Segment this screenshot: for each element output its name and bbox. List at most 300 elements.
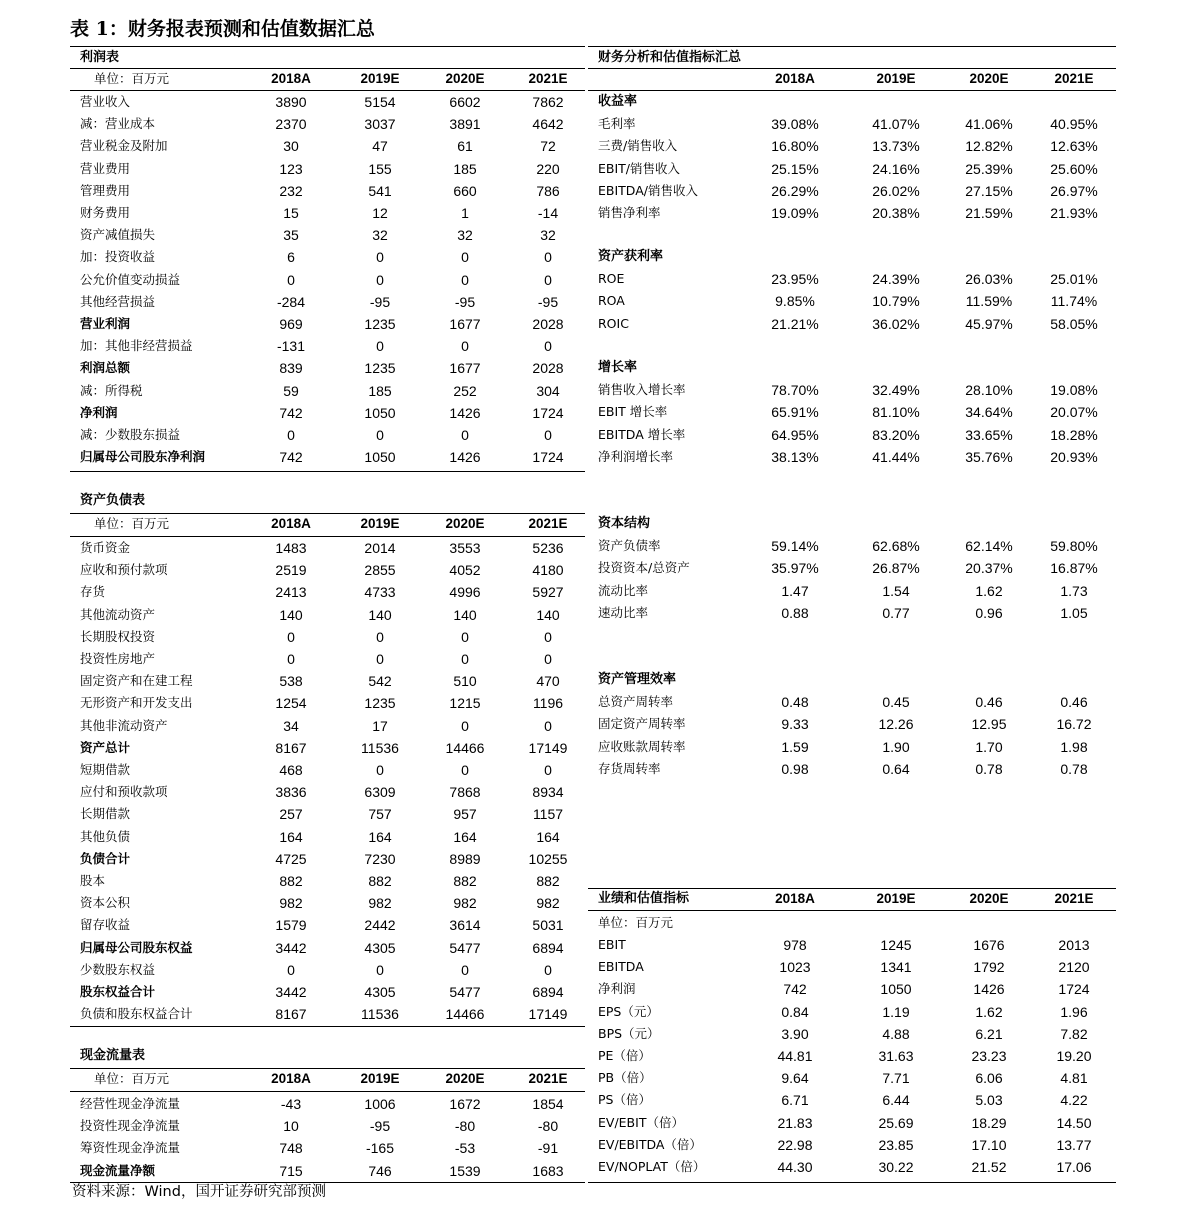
value-cell: 30 <box>283 138 299 155</box>
page-title: 表 1：财务报表预测和估值数据汇总 <box>70 18 375 40</box>
rule-line <box>588 910 1116 911</box>
group-header: 资产获利率 <box>598 249 664 264</box>
value-cell: 61 <box>457 138 473 155</box>
value-cell: 17 <box>372 717 388 734</box>
value-cell: 16.87% <box>1050 560 1098 577</box>
row-label: 货币资金 <box>80 540 131 555</box>
value-cell: 16.72 <box>1056 716 1092 733</box>
row-label: 应付和预收款项 <box>80 784 168 800</box>
year-header: 2020E <box>445 71 485 86</box>
value-cell: 13.77 <box>1056 1136 1092 1153</box>
table-row <box>70 91 585 113</box>
value-cell: 4642 <box>532 116 564 133</box>
value-cell: 12 <box>372 205 388 221</box>
value-cell: 748 <box>279 1140 303 1157</box>
value-cell: 1235 <box>364 360 396 377</box>
value-cell: 10 <box>283 1118 299 1135</box>
value-cell: 4.88 <box>882 1025 910 1042</box>
unit-label: 单位：百万元 <box>94 1071 170 1086</box>
row-label: EV/NOPLAT（倍） <box>598 1159 706 1174</box>
table-row <box>70 313 585 335</box>
value-cell: 59.80% <box>1050 538 1098 555</box>
value-cell: 140 <box>279 606 303 623</box>
table-row <box>70 1115 585 1137</box>
row-label: 总资产周转率 <box>598 694 674 710</box>
row-label: 存货周转率 <box>598 760 661 776</box>
value-cell: 0 <box>287 271 295 288</box>
value-cell: 1254 <box>275 695 307 712</box>
value-cell: 6.71 <box>781 1092 809 1109</box>
value-cell: 220 <box>536 160 560 177</box>
value-cell: 25.15% <box>771 160 819 177</box>
table-row <box>70 870 585 892</box>
value-cell: 882 <box>368 873 392 889</box>
year-header: 2020E <box>445 1071 485 1086</box>
value-cell: 20.37% <box>965 560 1013 577</box>
value-cell: 0 <box>461 427 469 443</box>
value-cell: 4996 <box>449 584 481 601</box>
section-title: 财务分析和估值指标汇总 <box>598 50 742 65</box>
section-title: 资产负债表 <box>80 493 146 508</box>
value-cell: 6894 <box>532 984 564 1000</box>
group-header: 资本结构 <box>598 516 651 531</box>
value-cell: 31.63 <box>878 1048 914 1064</box>
value-cell: 41.07% <box>872 116 920 133</box>
row-label: EBITDA <box>598 959 644 975</box>
value-cell: 0 <box>376 961 384 978</box>
value-cell: 20.93% <box>1050 448 1098 465</box>
value-cell: 21.83 <box>777 1114 813 1131</box>
table-row <box>70 559 585 581</box>
value-cell: 5477 <box>449 984 481 1000</box>
value-cell: 83.20% <box>872 426 920 443</box>
value-cell: 3037 <box>364 116 396 133</box>
table-row <box>70 1137 585 1159</box>
table-row <box>70 626 585 648</box>
row-label: EBITDA 增长率 <box>598 426 686 442</box>
value-cell: 24.39% <box>872 271 920 288</box>
value-cell: 0 <box>287 427 295 443</box>
value-cell: 470 <box>536 673 560 690</box>
table-row <box>70 202 585 224</box>
value-cell: 164 <box>279 828 303 845</box>
value-cell: 7.71 <box>882 1070 910 1087</box>
row-label: ROIC <box>598 315 629 331</box>
value-cell: 1426 <box>973 981 1005 998</box>
row-label: 销售净利率 <box>598 205 661 220</box>
year-header: 2021E <box>528 516 568 531</box>
value-cell: 5927 <box>532 584 564 601</box>
table-row <box>588 158 1116 180</box>
value-cell: 1677 <box>449 360 481 377</box>
value-cell: 41.06% <box>965 116 1013 133</box>
value-cell: 0 <box>376 628 384 645</box>
unit-label: 单位：百万元 <box>94 71 170 86</box>
value-cell: 0 <box>544 961 552 978</box>
value-cell: 6602 <box>449 94 481 110</box>
table-row <box>70 892 585 914</box>
value-cell: 35 <box>283 227 299 244</box>
value-cell: 72 <box>540 138 556 155</box>
value-cell: 4725 <box>275 850 307 867</box>
value-cell: 541 <box>368 182 392 199</box>
value-cell: 0.46 <box>1060 694 1088 711</box>
value-cell: 0 <box>287 628 295 645</box>
value-cell: 22.98 <box>777 1136 813 1153</box>
value-cell: 78.70% <box>771 382 819 399</box>
table-row <box>588 290 1116 312</box>
value-cell: 257 <box>279 806 303 823</box>
value-cell: 6.44 <box>882 1092 910 1109</box>
value-cell: -284 <box>276 293 306 310</box>
year-header: 2018A <box>775 891 815 906</box>
row-label: 资产减值损失 <box>80 227 156 243</box>
value-cell: 0 <box>461 717 469 734</box>
value-cell: 1.90 <box>882 738 910 755</box>
value-cell: -43 <box>280 1096 302 1112</box>
table-row <box>588 956 1116 978</box>
year-header: 2020E <box>969 71 1009 86</box>
value-cell: 6894 <box>532 939 564 956</box>
table-row <box>70 180 585 202</box>
value-cell: 2028 <box>532 360 564 377</box>
table-row <box>588 113 1116 135</box>
value-cell: 0 <box>544 762 552 778</box>
value-cell: 21.59% <box>965 205 1013 221</box>
year-header: 2020E <box>969 891 1009 906</box>
value-cell: 26.97% <box>1050 182 1098 199</box>
value-cell: 5236 <box>532 540 564 556</box>
value-cell: 123 <box>279 160 303 177</box>
cashflow-header <box>70 1068 585 1090</box>
row-label: 存货 <box>80 584 106 600</box>
table-row <box>70 737 585 759</box>
value-cell: 2442 <box>364 917 396 934</box>
value-cell: 0 <box>544 628 552 645</box>
value-cell: 0 <box>544 271 552 288</box>
value-cell: 1050 <box>364 404 396 421</box>
value-cell: 1245 <box>880 937 912 953</box>
value-cell: 1.73 <box>1060 582 1088 599</box>
table-row <box>588 713 1116 735</box>
table-row <box>70 224 585 246</box>
year-header: 2019E <box>360 1071 400 1086</box>
value-cell: 24.16% <box>872 160 920 177</box>
value-cell: 1426 <box>449 449 481 466</box>
value-cell: 6309 <box>364 784 396 801</box>
value-cell: 1235 <box>364 316 396 332</box>
table-row <box>588 978 1116 1000</box>
value-cell: 14466 <box>445 739 485 756</box>
value-cell: 19.20 <box>1056 1048 1092 1064</box>
table-row <box>588 1156 1116 1178</box>
value-cell: 2370 <box>275 116 307 133</box>
value-cell: 660 <box>453 182 477 199</box>
value-cell: 542 <box>368 673 392 690</box>
value-cell: 18.28% <box>1050 426 1098 443</box>
value-cell: 47 <box>372 138 388 155</box>
value-cell: 44.81 <box>777 1048 813 1064</box>
row-label: 三费/销售收入 <box>598 138 678 154</box>
section-title: 业绩和估值指标 <box>598 891 690 906</box>
value-cell: 25.01% <box>1050 271 1098 288</box>
row-label: 筹资性现金净流量 <box>80 1140 181 1156</box>
value-cell: 10255 <box>528 850 568 867</box>
row-label: 营业收入 <box>80 94 131 109</box>
value-cell: 1196 <box>532 695 564 712</box>
value-cell: 1676 <box>973 937 1005 953</box>
value-cell: -80 <box>537 1118 559 1135</box>
value-cell: -95 <box>454 293 476 310</box>
value-cell: 30.22 <box>878 1159 914 1175</box>
value-cell: 882 <box>453 873 477 889</box>
table-row <box>70 803 585 825</box>
row-label: 加：投资收益 <box>80 249 156 265</box>
value-cell: 18.29 <box>971 1114 1007 1131</box>
table-row <box>70 604 585 626</box>
row-label: 经营性现金净流量 <box>80 1096 181 1111</box>
value-cell: 1050 <box>880 981 912 998</box>
value-cell: 2519 <box>275 562 307 579</box>
value-cell: 14.50 <box>1056 1114 1092 1131</box>
table-row <box>70 158 585 180</box>
value-cell: 59 <box>283 382 299 399</box>
row-label: EBIT <box>598 937 626 952</box>
value-cell: 3.90 <box>781 1025 809 1042</box>
value-cell: 7868 <box>449 784 481 801</box>
valuation-header <box>588 888 1116 910</box>
value-cell: 0 <box>461 651 469 667</box>
value-cell: 252 <box>453 382 477 399</box>
value-cell: 0.45 <box>882 694 910 711</box>
value-cell: 6.06 <box>975 1070 1003 1087</box>
value-cell: 5154 <box>364 94 396 110</box>
value-cell: 1.62 <box>975 1003 1003 1020</box>
value-cell: 32 <box>540 227 556 244</box>
table-row <box>70 335 585 357</box>
table-row <box>588 1067 1116 1089</box>
value-cell: 1539 <box>449 1162 481 1179</box>
value-cell: 12.82% <box>965 138 1013 155</box>
value-cell: 34.64% <box>965 404 1013 421</box>
row-label: BPS（元） <box>598 1025 660 1041</box>
table-row <box>588 1134 1116 1156</box>
table-row <box>70 981 585 1003</box>
unit-label: 单位：百万元 <box>94 516 170 531</box>
value-cell: -53 <box>454 1140 476 1157</box>
value-cell: 3614 <box>449 917 481 934</box>
value-cell: 1.47 <box>781 582 809 599</box>
value-cell: 0 <box>376 338 384 355</box>
value-cell: 982 <box>536 895 560 912</box>
year-header: 2021E <box>528 1071 568 1086</box>
value-cell: 34 <box>283 717 299 734</box>
row-label: EPS（元） <box>598 1003 659 1019</box>
row-label: 毛利率 <box>598 116 636 132</box>
row-label: EBIT/销售收入 <box>598 160 681 176</box>
year-header: 2021E <box>1054 891 1094 906</box>
value-cell: 14466 <box>445 1006 485 1023</box>
table-row <box>588 691 1116 713</box>
value-cell: 8167 <box>275 1006 307 1023</box>
table-row <box>70 113 585 135</box>
table-row <box>588 580 1116 602</box>
value-cell: 1672 <box>449 1096 481 1112</box>
income-title <box>70 47 585 69</box>
value-cell: 11536 <box>361 739 399 756</box>
value-cell: 7230 <box>364 850 396 867</box>
row-label: PS（倍） <box>598 1092 651 1108</box>
cashflow-title <box>70 1045 585 1067</box>
analysis-header <box>588 68 1116 90</box>
value-cell: 3442 <box>275 939 307 956</box>
value-cell: 978 <box>783 937 807 953</box>
value-cell: 155 <box>368 160 392 177</box>
value-cell: 1341 <box>880 959 912 976</box>
value-cell: 23.95% <box>771 271 819 288</box>
value-cell: 2013 <box>1058 937 1090 953</box>
value-cell: 17.06 <box>1056 1159 1092 1175</box>
rule-line <box>588 1182 1116 1183</box>
table-row <box>588 934 1116 956</box>
value-cell: 10.79% <box>872 293 920 310</box>
value-cell: 1.19 <box>882 1003 910 1020</box>
rule-line <box>70 471 585 472</box>
value-cell: 12.63% <box>1050 138 1098 155</box>
value-cell: 25.39% <box>965 160 1013 177</box>
row-label: 管理费用 <box>80 182 131 198</box>
value-cell: 81.10% <box>872 404 920 421</box>
row-label: 减：少数股东损益 <box>80 427 181 442</box>
value-cell: 140 <box>368 606 392 623</box>
row-label: 投资性房地产 <box>80 651 156 666</box>
value-cell: 0.77 <box>882 604 910 621</box>
value-cell: 140 <box>453 606 477 623</box>
value-cell: 2120 <box>1058 959 1090 976</box>
value-cell: 969 <box>279 316 303 332</box>
row-label: 营业费用 <box>80 160 131 176</box>
value-cell: 0 <box>461 249 469 266</box>
row-label: 负债合计 <box>80 850 131 866</box>
value-cell: 32.49% <box>872 382 920 399</box>
row-label: 负债和股东权益合计 <box>80 1006 193 1022</box>
analysis-title <box>588 47 1116 69</box>
value-cell: 982 <box>279 895 303 912</box>
value-cell: 1.59 <box>781 738 809 755</box>
value-cell: 17149 <box>528 739 568 756</box>
value-cell: 882 <box>536 873 560 889</box>
value-cell: 1215 <box>449 695 481 712</box>
value-cell: 1854 <box>532 1096 564 1112</box>
table-row <box>588 424 1116 446</box>
value-cell: 1792 <box>973 959 1005 976</box>
value-cell: 2028 <box>532 316 564 332</box>
row-label: 股东权益合计 <box>80 984 156 999</box>
value-cell: 21.52 <box>971 1159 1007 1175</box>
row-label: 投资资本/总资产 <box>598 560 690 576</box>
row-label: 财务费用 <box>80 205 131 220</box>
value-cell: 982 <box>368 895 392 912</box>
value-cell: 4.81 <box>1060 1070 1088 1087</box>
value-cell: 4180 <box>532 562 564 579</box>
value-cell: 1050 <box>364 449 396 466</box>
value-cell: -131 <box>276 338 306 355</box>
value-cell: 0 <box>376 651 384 667</box>
value-cell: -14 <box>537 205 559 221</box>
table-row <box>70 402 585 424</box>
value-cell: 19.09% <box>771 205 819 221</box>
value-cell: 9.64 <box>781 1070 809 1087</box>
value-cell: 1.62 <box>975 582 1003 599</box>
row-label: 长期股权投资 <box>80 628 156 644</box>
rule-line <box>70 1026 585 1027</box>
value-cell: 0 <box>461 338 469 355</box>
value-cell: 62.68% <box>872 538 920 555</box>
value-cell: 39.08% <box>771 116 819 133</box>
row-label: 其他非流动资产 <box>80 717 168 733</box>
group-header: 增长率 <box>598 360 638 375</box>
row-label: 其他流动资产 <box>80 606 156 622</box>
value-cell: 4305 <box>364 939 396 956</box>
value-cell: 746 <box>368 1162 392 1179</box>
value-cell: 23.85 <box>878 1136 914 1153</box>
row-label: 股本 <box>80 873 106 888</box>
value-cell: 185 <box>368 382 392 399</box>
row-label: PB（倍） <box>598 1070 652 1086</box>
row-label: 净利润 <box>598 981 636 997</box>
value-cell: 0 <box>544 249 552 266</box>
value-cell: 0.96 <box>975 604 1003 621</box>
value-cell: 3836 <box>275 784 307 801</box>
table-row <box>588 446 1116 468</box>
valuation-unit-row <box>588 912 1116 934</box>
value-cell: 5031 <box>532 917 564 934</box>
value-cell: 0 <box>544 717 552 734</box>
row-label: 净利润增长率 <box>598 448 674 464</box>
row-label: 资产总计 <box>80 739 131 755</box>
table-row <box>70 648 585 670</box>
section-title: 现金流量表 <box>80 1048 146 1063</box>
value-cell: 15 <box>283 205 299 221</box>
table-row <box>588 736 1116 758</box>
value-cell: 33.65% <box>965 426 1013 443</box>
value-cell: 26.03% <box>965 271 1013 288</box>
table-row <box>70 670 585 692</box>
value-cell: 1724 <box>532 404 564 421</box>
row-label: 现金流量净额 <box>80 1162 156 1178</box>
row-label: 应收账款周转率 <box>598 738 686 754</box>
year-header: 2019E <box>876 71 916 86</box>
value-cell: 742 <box>279 404 303 421</box>
group-header: 资产管理效率 <box>598 672 677 687</box>
value-cell: 0 <box>544 651 552 667</box>
table-row <box>588 202 1116 224</box>
table-row <box>70 1093 585 1115</box>
row-label: 投资性现金净流量 <box>80 1118 181 1134</box>
table-row <box>588 1023 1116 1045</box>
value-cell: 26.02% <box>872 182 920 199</box>
value-cell: 0.98 <box>781 760 809 777</box>
year-header: 2020E <box>445 516 485 531</box>
value-cell: 1.70 <box>975 738 1003 755</box>
value-cell: 0.88 <box>781 604 809 621</box>
year-header: 2019E <box>360 71 400 86</box>
value-cell: 164 <box>368 828 392 845</box>
row-label: 其他负债 <box>80 828 131 844</box>
value-cell: 0 <box>461 628 469 645</box>
value-cell: 0.64 <box>882 760 910 777</box>
value-cell: 21.93% <box>1050 205 1098 221</box>
